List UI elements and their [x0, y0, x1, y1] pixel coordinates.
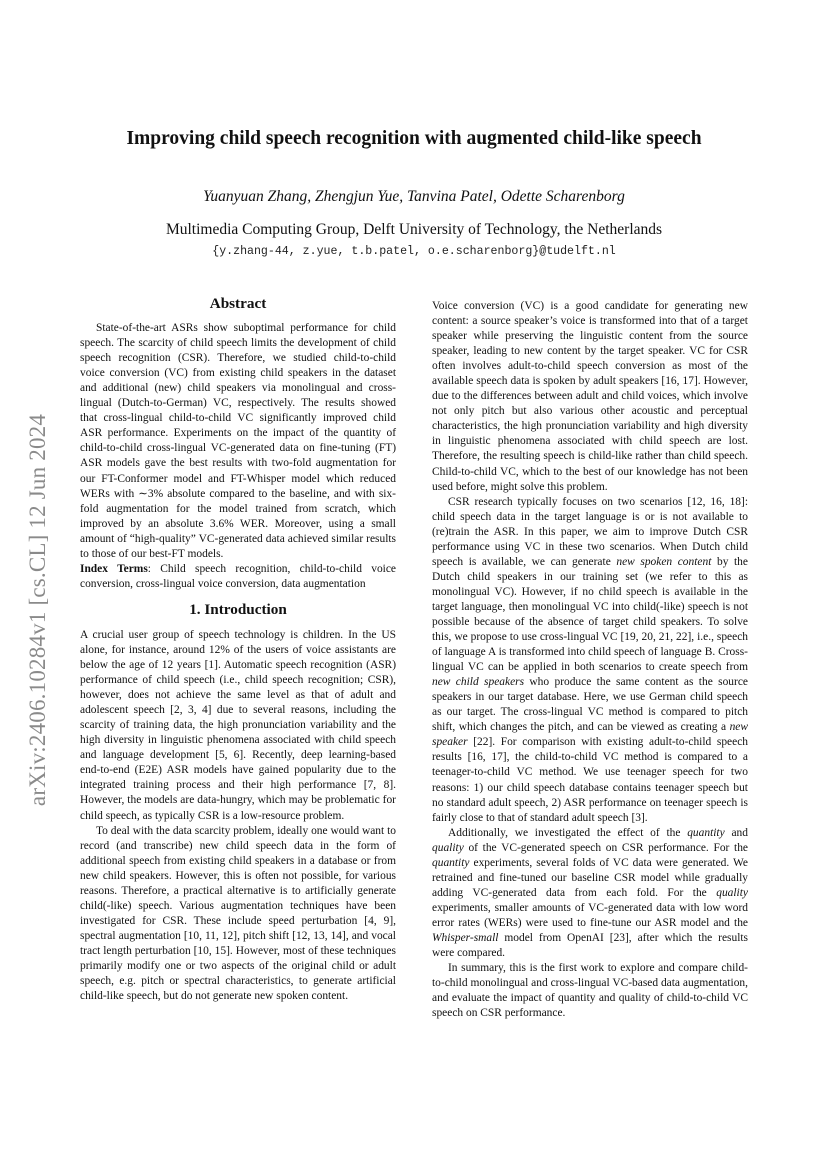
index-terms-label: Index Terms [80, 562, 148, 575]
intro-paragraph-3: Voice conversion (VC) is a good candidate for generating new content: a source speaker’s voice is transformed into that of a target speaker while preserving the linguistic content from the source speaker, leading to new content by the target speaker. VC for CSR often involves adult-to-child speech conversion as most of the available speech data is spoken by adult speakers [16, 17]. However, due to the differences between adult and child voices, which involve not only pitch but also various other acoustic and perceptual characteristics, the high pronunciation variability and high diversity in linguistic phenomena associated with child speech are lost. Therefore, the resulting speech is child-like rather than child speech. Child-to-child VC, which to the best of our knowledge has not been used before, might solve this problem. [432, 300, 748, 493]
intro-paragraph-6: In summary, this is the first work to explore and compare child-to-child monolingual and cross-lingual VC-based data augmentation, and evaluate the impact of quantity and quality of child-to-child VC speech on CSR performance. [432, 962, 748, 1020]
emphasis-quantity: quantity [687, 826, 725, 839]
index-terms [80, 562, 396, 592]
emphasis-quality-2: quality [716, 886, 748, 899]
abstract-heading: Abstract [209, 295, 267, 312]
author-emails: {y.zhang-44, z.yue, t.b.patel, o.e.scharenborg}@tudelft.nl [212, 245, 616, 258]
intro-paragraph-1: A crucial user group of speech technology is children. In the US alone, for instance, around 12% of the users of voice assistants are below the age of 12 years [1]. Automatic speech recognition (ASR) performance of child speech (i.e., child speech recognition; CSR), however, does not achieve the same level as that of adult and adolescent speech [2, 3, 4] due to several reasons, including the scarcity of training data, the high pronunciation variability and the high diversity in linguistic phenomena associated with child speech and language development [5, 6]. Recently, deep learning-based end-to-end (E2E) ASR models have gained popularity due to the integrated training process and their high performance [7, 8]. However, the models are data-hungry, which may be problematic for child speech, as typically CSR is a low-resource problem. [80, 628, 396, 822]
emphasis-new-speaker: new speaker [432, 721, 748, 749]
affiliation: Multimedia Computing Group, Delft University of Technology, the Netherlands [165, 221, 663, 238]
left-column [80, 296, 396, 1004]
emphasis-whisper-small: Whisper-small [432, 931, 499, 944]
intro-paragraph-4: CSR research typically focuses on two scenarios [12, 16, 18]: child speech data in the target language is or is not available to (re)train the ASR. In this paper, we aim to improve Dutch CSR performance using VC in these two scenarios. When Dutch child speech is available, we can generate new spoken content by the Dutch child speakers in our training set (we refer to this as monolingual VC). However, if no child speech is available in the target language, then monolingual VC into child(-like) speech is not possible because of the absence of target child speakers. To solve this, we propose to use cross-lingual VC [19, 20, 21, 22], i.e., speech of language A is transformed into child speech of language B. Cross-lingual VC can be applied in both scenarios to create speech from new child speakers who produce the same content as the source speakers in our target database. Here, we use German child speech as our target. The cross-lingual VC method is compared to pitch shift, which changes the pitch, and can be viewed as creating a new speaker [22]. For comparison with existing adult-to-child speech results [16, 17], the child-to-child VC method is compared to a teenager-to-child VC method. We use teenager speech for two reasons: 1) our child speech database contains teenager speech but no standard adult speech, 2) ASR performance on teenager speech is fairly close to that of standard adult speech [3]. [432, 495, 748, 824]
arxiv-identifier: arXiv:2406.10284v1 [cs.CL] 12 Jun 2024 [25, 413, 50, 807]
emphasis-quality: quality [432, 841, 464, 854]
index-terms-text: : Child speech recognition, child-to-child voice conversion, cross-lingual voice conversion, data augmentation [80, 562, 396, 590]
introduction-heading: 1. Introduction [189, 600, 287, 618]
author-list: Yuanyuan Zhang, Zhengjun Yue, Tanvina Patel, Odette Scharenborg [203, 188, 625, 205]
abstract-body: State-of-the-art ASRs show suboptimal performance for child speech. The scarcity of child speech limits the development of child speech recognition (CSR). Therefore, we studied child-to-child voice conversion (VC) from existing child speakers in the dataset and additional (new) child speakers via monolingual and cross-lingual (Dutch-to-German) VC, respectively. The results showed that cross-lingual child-to-child VC significantly improved child ASR performance. Experiments on the impact of the quantity of child-to-child cross-lingual VC-generated data on fine-tuning (FT) ASR models gave the best results with two-fold augmentation for our FT-Conformer model and FT-Whisper model which reduced WERs with ∼3% absolute compared to the baseline, and with six-fold augmentation for the model trained from scratch, which improved by an absolute 3.6% WER. Moreover, using a small amount of “high-quality” VC-generated data achieved similar results to those of our best-FT models. [80, 322, 396, 560]
arxiv-side-stamp [18, 365, 58, 855]
emphasis-new-child-speakers: new child speakers [432, 676, 525, 689]
right-column [432, 299, 748, 1021]
emphasis-quantity-2: quantity [432, 856, 470, 869]
paper-title: Improving child speech recognition with augmented child-like speech [126, 128, 702, 149]
emphasis-new-spoken-content: new spoken content [616, 555, 712, 568]
intro-paragraph-5: Additionally, we investigated the effect of the quantity and quality of the VC-generated speech on CSR performance. For the quantity experiments, several folds of VC data were generated. We retrained and fine-tuned our baseline CSR model while gradually adding VC-generated data from each fold. For the quality experiments, smaller amounts of VC-generated data with low word error rates (WERs) were used to fine-tune our ASR model and the Whisper-small model from OpenAI [23], after which the results were compared. [432, 826, 748, 960]
intro-paragraph-2: To deal with the data scarcity problem, ideally one would want to record (and transcribe) new child speech data in the form of additional speech from existing child speakers in a database or from new child speakers. However, this is often not possible, for various reasons. Therefore, a practical alternative is to artificially generate child(-like) speech. Various augmentation techniques have been investigated for CSR. These include speed perturbation [4, 9], spectral augmentation [10, 11, 12], pitch shift [12, 13, 14], and vocal tract length perturbation [10, 15]. However, most of these techniques primarily modify one or two aspects of the original child or adult speech, e.g. pitch or spectral characteristics, to generate artificial child-like speech, but do not generate new spoken content. [80, 824, 396, 1003]
